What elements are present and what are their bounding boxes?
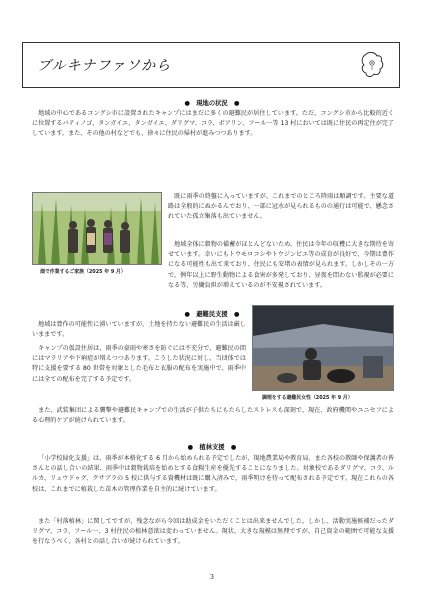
section-heading-planting: ● 植林支援 ● bbox=[187, 444, 237, 451]
situation-paragraph-3: 地域全体に穀物の備蓄がほとんどないため、住民は今年の収穫に大きな期待を寄せています。幸いにもトウモロコシやトウジンビエ等の成育が良好で、今期は豊作になる可能性も出て来ており、住民にも安堵の表情が見られます。しかしその一方で、例年以上に野生動物による食害が多発しており、昼夜を問わない監視が必要になる等、労働負担が増えているのが不安視されています。 bbox=[168, 241, 394, 289]
refugee-paragraph-3: また、武装集団による襲撃や避難民キャンプでの生活が子供たちにもたらしたストレスも深刻で、現在、政府機関やユニセフによる心理的ケアが続けられています。 bbox=[32, 407, 394, 425]
section-heading-situation: ● 現地の状況 ● bbox=[184, 100, 240, 107]
refugee-paragraph-1: 地域は豊作の可能性に湧いていますが、土地を持たない避難民の生活は厳しいままです。 bbox=[32, 321, 246, 339]
refugee-paragraph-2: キャンプの仮設住居は、雨季の豪雨や寒さを防ぐには不充分で、避難民の間にはマラリアや下痢症が増えつつあります。こうした状況に対し、当団体では特に支援を要する 80 世帯を対象とした毛布と衣服の配布を実施中で、雨季中には全ての配布を完了する予定です。 bbox=[32, 345, 246, 383]
field-work-photo bbox=[32, 192, 162, 265]
field-work-photo-caption: 畑で作業するご家族（2025 年 9 月） bbox=[40, 269, 126, 275]
burkina-faso-map-icon bbox=[357, 47, 389, 85]
page-number: 3 bbox=[209, 573, 215, 581]
situation-paragraph-1: 地域の中心であるコングシ市に設置されたキャンプにはまだに多くの避難民が居住しています。ただ、コングシ市から比較的近くに位置するバティノゴ、タンガイエ、タンガイエ、ダリグマ、コラ、ボアリン、フール一等 13 村においては既に住民の再定住が完了しています。また、その他の村などでも、徐々に住民の帰村が進みつつあります。 bbox=[32, 110, 394, 138]
planting-paragraph-1: 「小学校緑化支援」は、雨季が本格化する 6 月から始められる予定でしたが、現地農業局や教育局、また各校の教師や保護者の皆さんとの話し合いの結果、雨季中は穀物栽培を始めとする食糧生産を優先することになりました。対象校であるダリグマ、コラ、ルルカ、リュウドゥグ、クサブラの 5 校に供与する資機材は既に購入済みで、雨季明けを待って配布される予定です。現在これらの各校は、これまでに植栽した苗木の管理作業を自主的に続けています。 bbox=[32, 455, 394, 493]
situation-paragraph-2: 既に雨季の終盤に入っていますが、これまでのところ降雨は順調です。主要な道路は全般的にぬかるんでおり、一部に冠水が見られるものの通行は可能で、懸念されていた孤立集落も出ていません。 bbox=[168, 193, 394, 221]
page-title: ブルキナファソから bbox=[37, 58, 172, 74]
planting-paragraph-2: また「村落植林」に関してですが、残念ながら今回は助成金をいただくことは出来ませんでした。しかし、活動実施候補だったダリグマ、コラ、フール一、3 村住民の植林意欲は変わっていません。現状、大きな規模は無理ですが、自己資金の範囲で可能な支援を行なうべく、各村との話し合いが続けられています。 bbox=[32, 518, 394, 546]
refugee-cooking-photo bbox=[252, 305, 394, 391]
title-box bbox=[22, 42, 400, 88]
refugee-cooking-photo-caption: 調理をする避難民女性（2025 年 9 月） bbox=[262, 395, 353, 401]
section-heading-refugee: ● 避難民支援 ● bbox=[184, 311, 240, 318]
